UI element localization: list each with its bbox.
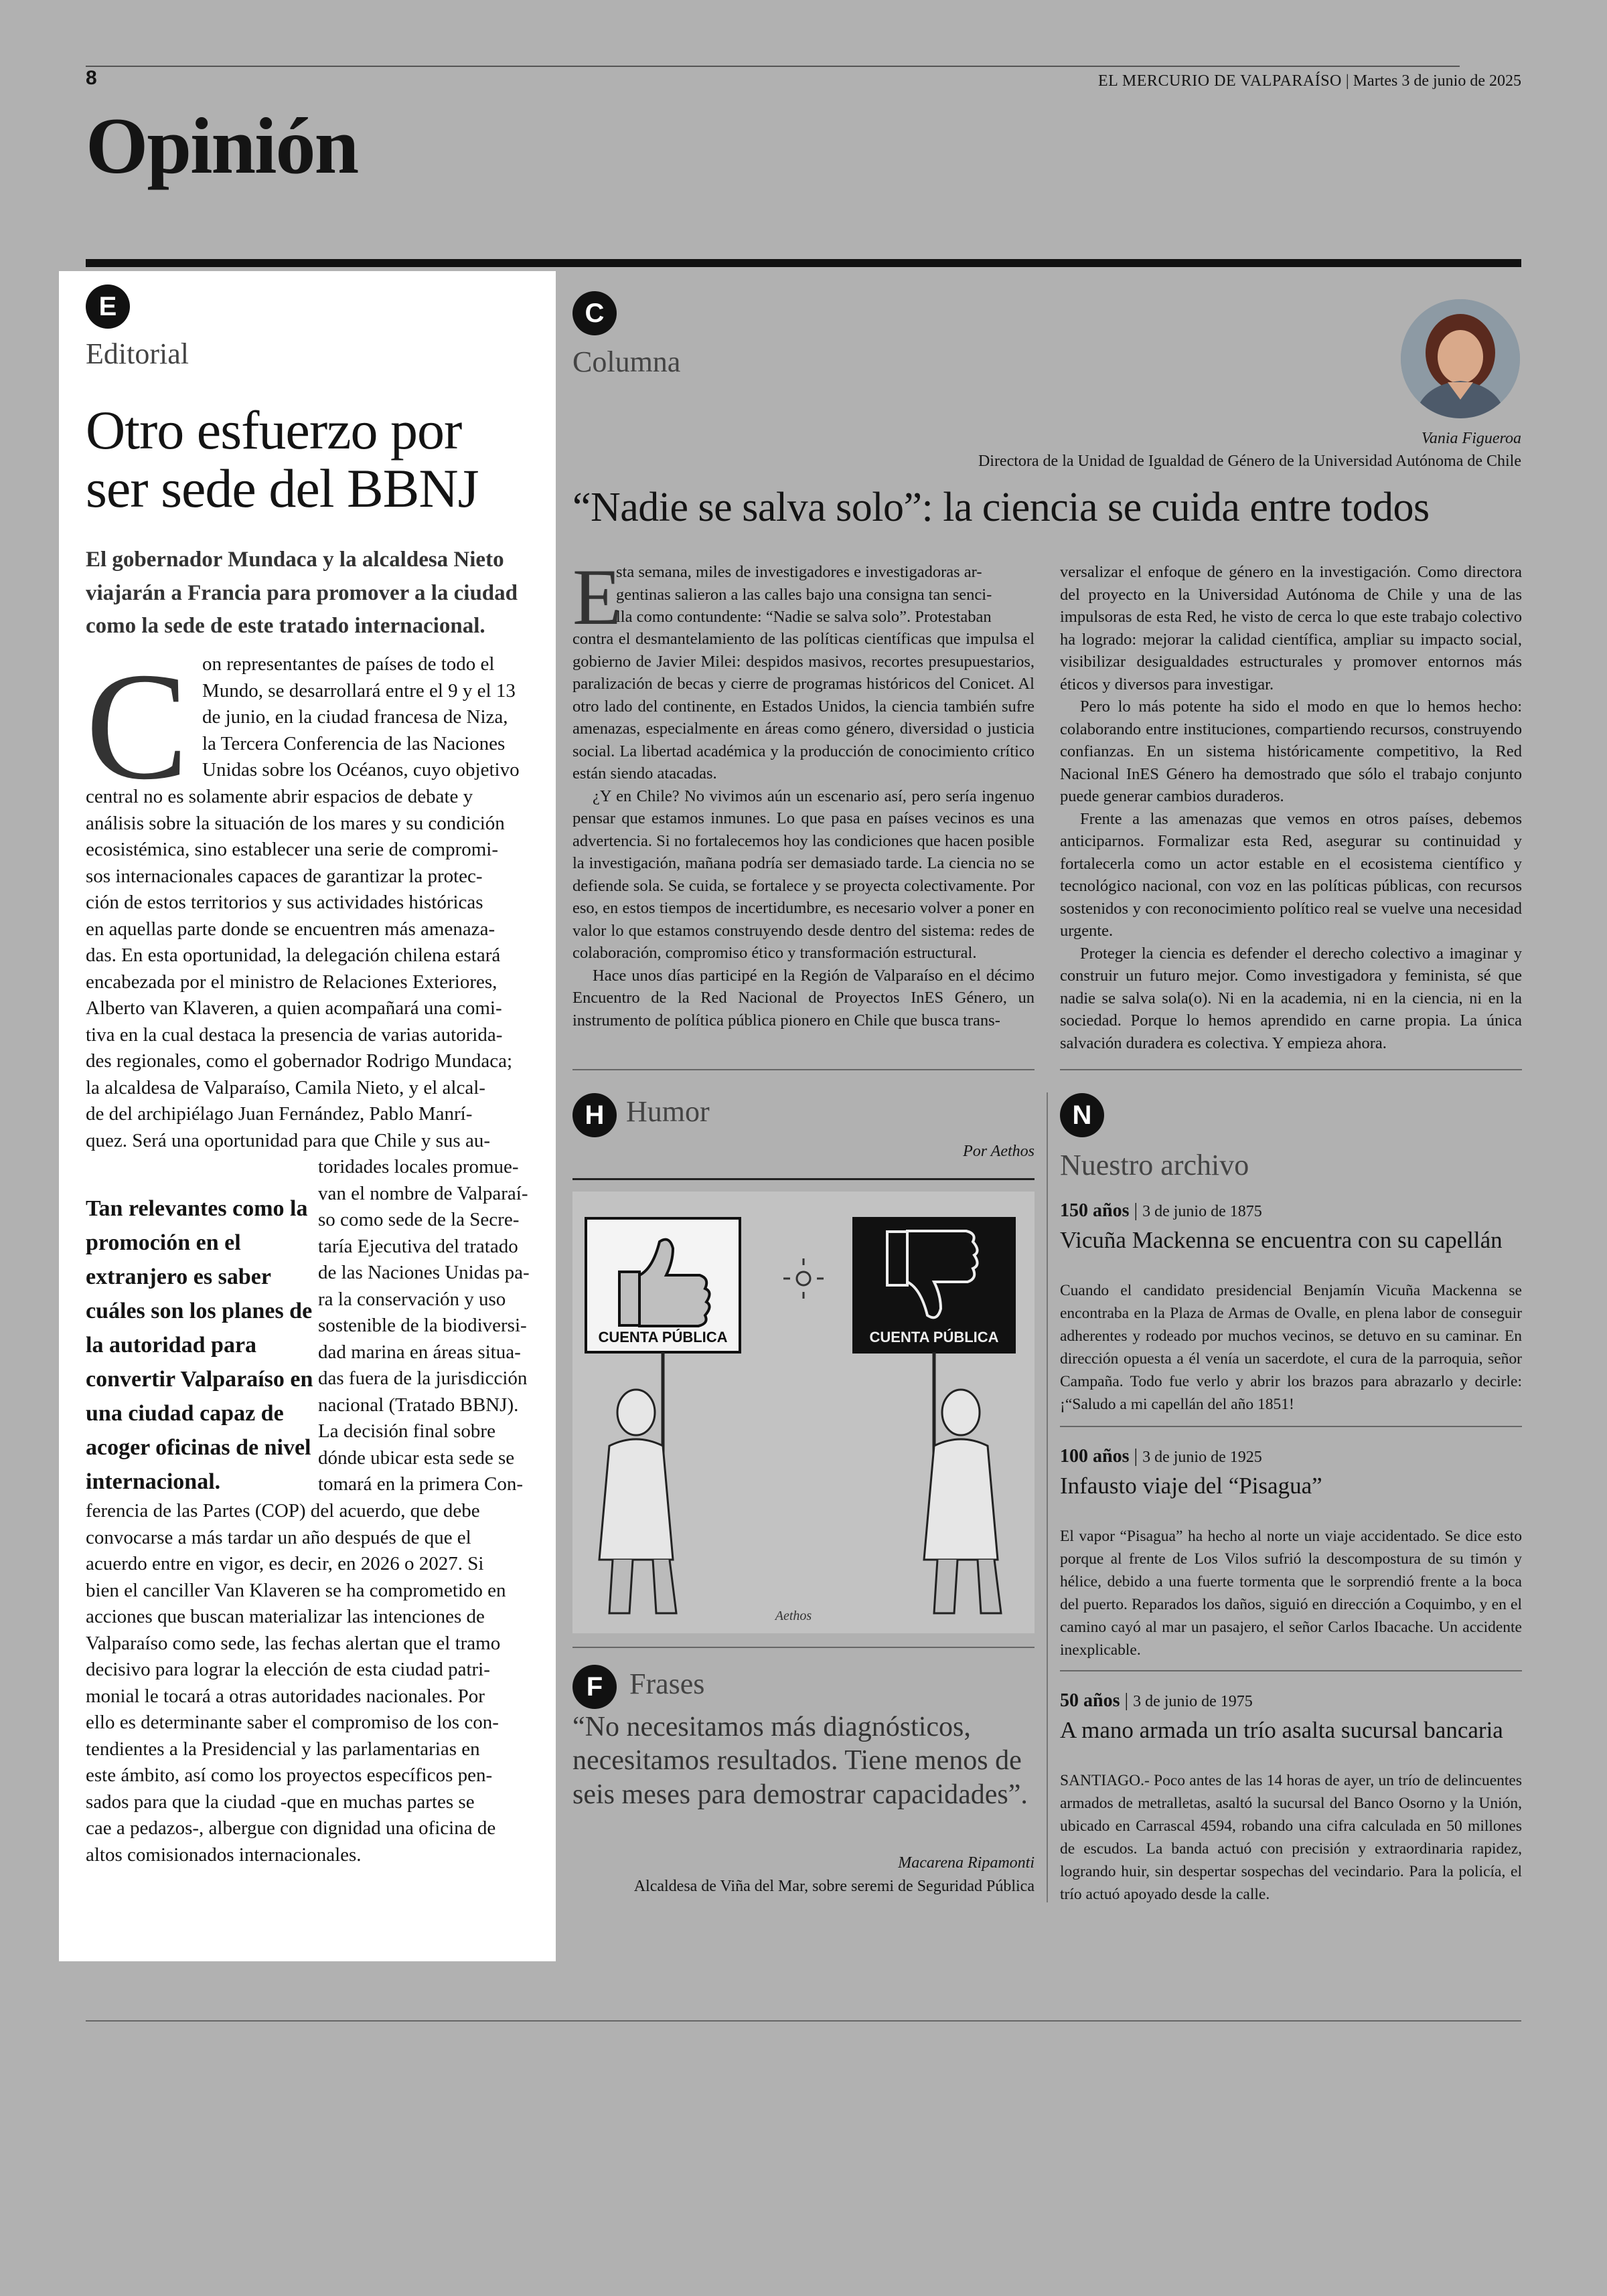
editorial-dropcap: C xyxy=(86,641,189,811)
archivo-badge: N xyxy=(1060,1093,1104,1137)
archivo-kicker: Nuestro archivo xyxy=(1060,1149,1249,1181)
editorial-badge: E xyxy=(86,284,130,329)
frases-badge: F xyxy=(572,1665,617,1709)
frases-author-role: Alcaldesa de Viña del Mar, sobre seremi de Seguridad Pública xyxy=(633,1878,1035,1895)
masthead-name: EL MERCURIO DE VALPARAÍSO xyxy=(1098,72,1342,90)
footer-divider xyxy=(86,2020,1521,2022)
columna-dropcap: E xyxy=(572,552,622,641)
cartoon-signature: Aethos xyxy=(775,1609,812,1623)
editorial-pullquote: Tan relevantes como la promoción en el extranjero es saber cuáles son los planes de la autoridad para convertir Valparaíso en una ciudad capaz de acoger oficinas de nivel internacional. xyxy=(86,1196,313,1494)
archivo-item: 100 años | 3 de junio de 1925 Infausto viaje del “Pisagua” El vapor “Pisagua” ha hecho al norte un viaje accidentado. Se dice esto porque al frente de Los Vilos sufrió la descompostura de su timón y hélice, debido a una fuerte tormenta que le sorprendió frente a la boca del puerto. Reparados los daños, siguió en dirección a Coquimbo, y en el camino cayó al mar un pasajero, el señor Carlos Ibacache. Un accidente inexplicable. xyxy=(1060,1446,1522,1661)
frases-quote: “No necesitamos más diagnósticos, necesitamos resultados. Tiene menos de seis meses para demostrar capacidades”. xyxy=(572,1712,1028,1810)
archivo-item: 50 años | 3 de junio de 1975 A mano armada un trío asalta sucursal bancaria SANTIAGO.- Poco antes de las 14 horas de ayer, un trío de delincuentes armados de metralletas, asaltó la sucursal del Banco Osorno y la Unión, ubicado en Carrascal 4594, robando una cifra calculada en 50 millones de escudos. La banda actuó con precisión y extraordinaria rapidez, logrando huir, sin despertar sospechas del vecindario. Para la policía, el trío actuó apoyado desde la calle. xyxy=(1060,1690,1522,1906)
columna-kicker: Columna xyxy=(572,345,681,378)
masthead-date: Martes 3 de junio de 2025 xyxy=(1353,72,1521,90)
frases-author: Macarena Ripamonti xyxy=(898,1854,1035,1872)
frases-kicker: Frases xyxy=(629,1667,705,1700)
author-photo xyxy=(1401,299,1520,418)
editorial-body-narrow: toridades locales promue- van el nombre de Valparaí- so como sede de la Secre- taría Ejecutiva del tratado de las Naciones Unidas pa- ra la conservación y uso sostenible de la biodiversi- dad marina en áreas situa- das fuera de la jurisdicción nacional (Tratado BBNJ). La decisión final sobre dónde ubicar esta sede se tomará en la primera Con- xyxy=(318,1156,530,1495)
columna-body-drop: sta semana, miles de investigadores e investigadoras ar- gentinas salieron a las calles bajo una consigna tan senci- lla como contundente: “Nadie se salva solo”. Protestaban xyxy=(616,563,992,626)
humor-badge: H xyxy=(572,1093,617,1137)
humor-kicker: Humor xyxy=(626,1095,710,1128)
columna-body-right: versalizar el enfoque de género en la investigación. Como directora del proyecto en la Universidad Autónoma de Chile y una de las impulsoras de esta Red, he visto de cerca lo que este trabajo colectivo ha logrado: mejorar la calidad científica, ampliar su impacto social, visibilizar desigualdades estructurales y promover entornos más éticos y diversos para investigar. Pero lo más potente ha sido el modo en que lo hemos hecho: colaborando entre instituciones, compartiendo recursos, construyendo confianzas. En un sistema históricamente competitivo, la Red Nacional InES Género ha demostrado que sólo el trabajo conjunto puede generar cambios duraderos. Frente a las amenazas que vemos en otros países, debemos anticiparnos. Formalizar esta Red, asegurar su continuidad y fortalecerla como un actor estable en el ecosistema científico y tecnológico nacional, con voz en las políticas públicas, con recursos sostenidos y con reconocimiento político real se vuelve una necesidad urgente. Proteger la ciencia es defender el derecho colectivo a imaginar y construir un futuro mejor. Como investigadora y feminista, sé que nadie se salva sola(o). Ni en la academia, ni en la ciencia, ni en la sociedad. Porque lo hemos aprendido en carne propia. La única salvación duradera es colectiva. Y empieza ahora. xyxy=(1060,563,1522,1052)
editorial-title: Otro esfuerzo por ser sede del BBNJ xyxy=(86,400,479,519)
archivo-body: Cuando el candidato presidencial Benjamín Vicuña Mackenna se encontraba en la Plaza de Armas de Ovalle, en plena labor de conseguir adherentes y rodeado por muchos vecinos, se detuvo en su caminar. En dirección opuesta a él venía un sacerdote, el cura de la parroquia, señor Campaña. Todo fue verlo y abrir los brazos para abrazarlo y decirle: ¡“Saludo a mi capellán del año 1851! xyxy=(1060,1282,1522,1413)
archivo-headline: Vicuña Mackenna se encuentra con su capellán xyxy=(1060,1227,1503,1253)
archivo-headline: A mano armada un trío asalta sucursal bancaria xyxy=(1060,1717,1503,1743)
editorial-kicker: Editorial xyxy=(86,337,189,370)
columna-author: Vania Figueroa xyxy=(1421,430,1521,447)
header-divider xyxy=(86,259,1521,267)
humor-byline: Por Aethos xyxy=(963,1143,1035,1160)
editorial-body-full: central no es solamente abrir espacios de debate y análisis sobre la situación de los mares y su condición ecosistémica, sino establecer una serie de compromi- sos internacionales capaces de garantizar la protec- ción de estos territorios y sus actividades históricas en aquellas parte donde se encuentren más amenaza- das. En esta oportunidad, la delegación chilena estará encabezada por el ministro de Relaciones Exteriores, Alberto van Klaveren, a quien acompañará una comi- tiva en la cual destaca la presencia de varias autorida- des regionales, como el gobernador Rodrigo Mundaca; la alcaldesa de Valparaíso, Camila Nieto, y el alcal- de del archipiélago Juan Fernández, Pablo Manrí- quez. Será una oportunidad para que Chile y sus au- xyxy=(86,786,513,1151)
cartoon-sign-left-text: CUENTA PÚBLICA xyxy=(598,1329,728,1345)
archivo-item: 150 años | 3 de junio de 1875 Vicuña Mackenna se encuentra con su capellán Cuando el candidato presidencial Benjamín Vicuña Mackenna se encontraba en la Plaza de Armas de Ovalle, en plena labor de conseguir adherentes y rodeado por muchos vecinos, se detuvo en su caminar. En dirección opuesta a él venía un sacerdote, el cura de la parroquia, señor Campaña. Todo fue verlo y abrir los brazos para abrazarlo y decirle: ¡“Saludo a mi capellán del año 1851! xyxy=(1060,1200,1522,1416)
columna-badge: C xyxy=(572,291,617,335)
section-title: Opinión xyxy=(86,101,358,190)
cartoon-sign-right-text: CUENTA PÚBLICA xyxy=(869,1329,999,1345)
archivo-body: SANTIAGO.- Poco antes de las 14 horas de ayer, un trío de delincuentes armados de metralletas, asaltó la sucursal del Banco Osorno y la Unión, ubicado en Carrascal 4594, robando una cifra calculada en 50 millones de escudos. La banda actuó con precisión y extraordinaria rapidez, logrando huir, sin despertar sospechas del vecindario. Para la policía, el trío actuó apoyado desde la calle. xyxy=(1060,1772,1522,1903)
archivo-body: El vapor “Pisagua” ha hecho al norte un viaje accidentado. Se dice esto porque al frente de Los Vilos sufrió la descompostura de su timón y hélice, debido a una fuerte tormenta que le sorprendió frente a la boca del puerto. Reparados los daños, siguió en dirección a Coquimbo, y en el camino cayó al mar un pasajero, el señor Carlos Ibacache. Un accidente inexplicable. xyxy=(1060,1528,1522,1659)
columna-title: “Nadie se salva solo”: la ciencia se cuida entre todos xyxy=(572,485,1430,530)
page-number: 8 xyxy=(86,67,97,89)
cartoon xyxy=(572,1192,1035,1633)
masthead: EL MERCURIO DE VALPARAÍSO | Martes 3 de junio de 2025 xyxy=(1098,72,1521,90)
columna-author-role: Directora de la Unidad de Igualdad de Género de la Universidad Autónoma de Chile xyxy=(978,453,1521,470)
archivo-headline: Infausto viaje del “Pisagua” xyxy=(1060,1473,1322,1499)
editorial-body-top: on representantes de países de todo el Mundo, se desarrollará entre el 9 y el 13 de junio, en la ciudad francesa de Niza, la Tercera Conferencia de las Naciones Unidas sobre los Océanos, cuyo objetivo xyxy=(202,653,520,781)
editorial-body-bottom: ferencia de las Partes (COP) del acuerdo, que debe convocarse a más tardar un año después de que el acuerdo entre en vigor, es decir, en 2026 o 2027. Si bien el canciller Van Klaveren se ha comprometido en acciones que buscan materializar las intenciones de Valparaíso como sede, las fechas alertan que el tramo decisivo para lograr la elección de esta ciudad patri- monial le tocará a otras autoridades nacionales. Por ello es determinante saber el compromiso de los con- tendientes a la Presidencial y las parlamentarias en este ámbito, así como los proyectos específicos pen- sados para que la ciudad -que en muchas partes se cae a pedazos-, albergue con dignidad una oficina de altos comisionados internacionales. xyxy=(86,1500,506,1866)
editorial-lead: El gobernador Mundaca y la alcaldesa Nieto viajarán a Francia para promover a la ciudad como la sede de este tratado internacional. xyxy=(86,548,518,638)
columna-body-left: contra el desmantelamiento de las políticas científicas que impulsa el gobierno de Javier Milei: despidos masivos, recortes presupuestarios, paralización de becas y cierre de programas históricos del Conicet. Al otro lado del continente, en Estados Unidos, la ciencia también sufre amenazas, especialmente en áreas como género, diversidad o justicia social. La libertad académica y la producción de conocimiento crítico están siendo atacadas. ¿Y en Chile? No vivimos aún un escenario así, pero sería ingenuo pensar que estamos inmunes. Lo que pasa en países vecinos es una advertencia. Si no fortalecemos hoy las condiciones que hacen posible la investigación, mañana podría ser demasiado tarde. La ciencia no se defiende sola. Se cuida, se fortalece y se proyecta colectivamente. Por eso, en estos tiempos de incertidumbre, es necesario volver a poner en valor lo que estamos construyendo desde dentro del sistema: redes de colaboración, compromiso ético y transformación estructural. Hace unos días participé en la Región de Valparaíso en el décimo Encuentro de la Red Nacional de Proyectos InES Género, un instrumento de política pública pionero en Chile que busca trans- xyxy=(572,630,1035,1030)
